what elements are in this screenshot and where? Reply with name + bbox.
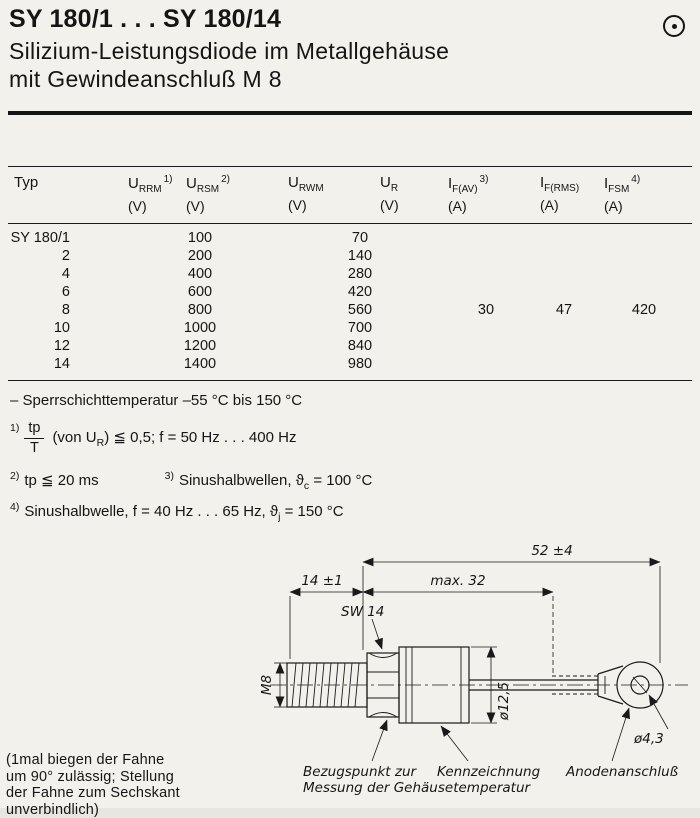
page-title: SY 180/1 . . . SY 180/14 <box>9 5 281 34</box>
dim-thread-length-label: 14 ±1 <box>301 573 342 589</box>
footnote-1-marker: 1) <box>10 422 19 434</box>
dim-overall-label: 52 ±4 <box>531 543 572 559</box>
cell-typ: 14 <box>8 355 120 381</box>
column-header-urrm: $U_{RRM}^{1)}$ (V) <box>120 167 178 224</box>
cell-typ: 2 <box>8 247 120 265</box>
cell-ifrms <box>532 283 596 301</box>
cell-ifrms <box>532 337 596 355</box>
column-header-ifav: $I_{F(AV)}^{3)}$ (A) <box>440 167 532 224</box>
cell-urrm-ursm: 600 <box>120 283 280 301</box>
cell-typ: 10 <box>8 319 120 337</box>
cell-ifsm <box>596 224 692 248</box>
bend-note-line4: unverbindlich) <box>6 802 180 818</box>
circled-dot-center <box>672 24 677 29</box>
footnote-2-3 <box>10 470 372 492</box>
column-header-typ: Typ <box>8 167 120 224</box>
cell-typ: 8 <box>8 301 120 319</box>
dim-thread-length <box>290 592 363 659</box>
column-header-urwm: $U_{RWM}$ (V) <box>280 167 372 224</box>
cell-urrm-ursm: 1000 <box>120 319 280 337</box>
column-header-ifrms: $I_{F(RMS)}$ (A) <box>532 167 596 224</box>
cell-typ: 12 <box>8 337 120 355</box>
footnote-4 <box>10 501 344 523</box>
marking-leader <box>441 726 468 761</box>
dim-max-length <box>363 592 553 673</box>
header-row <box>8 167 692 224</box>
table-row <box>8 283 692 301</box>
cell-urwm-ur: 280 <box>280 265 440 283</box>
table-row <box>8 224 692 248</box>
body-diameter-label: ø12,5 <box>496 682 512 721</box>
marking-label: Kennzeichnung <box>437 764 541 780</box>
footnote-1 <box>10 420 296 456</box>
ref-point-label-line2: Messung der Gehäusetemperatur <box>303 780 531 796</box>
column-header-ur: $U_R$ (V) <box>372 167 440 224</box>
table-row <box>8 265 692 283</box>
cell-ifav <box>440 224 532 248</box>
cell-ifrms <box>532 224 596 248</box>
cell-ifsm <box>596 355 692 381</box>
table-row <box>8 247 692 265</box>
cell-ifsm <box>596 265 692 283</box>
footnote-2-marker: 2) <box>10 470 19 482</box>
wrench-size-leader <box>372 619 382 649</box>
cell-ifsm <box>596 319 692 337</box>
cell-urrm-ursm: 400 <box>120 265 280 283</box>
cell-urwm-ur: 70 <box>280 224 440 248</box>
title-rule <box>8 111 692 115</box>
cell-ifrms <box>532 265 596 283</box>
cell-ifav <box>440 265 532 283</box>
cell-ifav: 30 <box>440 301 532 319</box>
cell-urwm-ur: 420 <box>280 283 440 301</box>
bend-note-line3: der Fahne zum Sechskant <box>6 785 180 802</box>
cell-ifsm: 420 <box>596 301 692 319</box>
footnote-4-text: Sinushalbwelle, f = 40 Hz . . . 65 Hz, $ϑ_j = 150$ °C <box>24 503 343 520</box>
cell-typ: 6 <box>8 283 120 301</box>
dim-overall-length <box>363 562 660 663</box>
subtitle-line-2: mit Gewindeanschluß M 8 <box>9 66 282 93</box>
bend-allowance-note <box>6 752 180 818</box>
cell-urrm-ursm: 100 <box>120 224 280 248</box>
cell-urwm-ur: 140 <box>280 247 440 265</box>
cell-typ: SY 180/1 <box>8 224 120 248</box>
duty-cycle-fraction: $\frac{tp}{T}$ <box>24 420 44 456</box>
bend-note-line2: um 90° zulässig; Stellung <box>6 769 180 786</box>
table-row <box>8 355 692 381</box>
table-row <box>8 319 692 337</box>
ref-point-leader <box>372 720 387 761</box>
bend-note-line1: (1mal biegen der Fahne <box>6 752 180 769</box>
cell-urrm-ursm: 1200 <box>120 337 280 355</box>
cell-ifav <box>440 337 532 355</box>
footnote-2-text: tp ≦ 20 ms <box>24 472 98 489</box>
cell-urwm-ur: 980 <box>280 355 440 381</box>
cell-urrm-ursm: 200 <box>120 247 280 265</box>
cell-typ: 4 <box>8 265 120 283</box>
footnote-3-text: Sinushalbwellen, $ϑ_c = 100$ °C <box>179 472 372 489</box>
table-row <box>8 301 692 319</box>
subtitle-line-1: Silizium-Leistungsdiode im Metallgehäuse <box>9 38 449 65</box>
table-row <box>8 337 692 355</box>
anode-leader <box>612 708 629 761</box>
ref-point-label-line1: Bezugspunkt zur <box>303 764 418 780</box>
cell-ifav <box>440 319 532 337</box>
footnote-3-marker: 3) <box>165 470 174 482</box>
cell-ifrms <box>532 247 596 265</box>
cell-urrm-ursm: 800 <box>120 301 280 319</box>
cell-ifav <box>440 355 532 381</box>
cell-ifrms <box>532 355 596 381</box>
circled-dot-icon <box>663 15 685 37</box>
junction-temperature-note: – Sperrschichttemperatur –55 °C bis 150 °C <box>10 392 302 409</box>
ratings-table <box>8 166 692 381</box>
cell-urwm-ur: 560 <box>280 301 440 319</box>
wrench-size-label: SW 14 <box>341 604 384 620</box>
cell-ifsm <box>596 247 692 265</box>
cell-ifav <box>440 247 532 265</box>
column-header-ifsm: $I_{FSM}^{4)}$ (A) <box>596 167 692 224</box>
dim-max-label: max. 32 <box>430 573 485 589</box>
footnote-1-text: (von $U_R$) ≦ 0,5; f = 50 Hz . . . 400 Hz <box>52 428 296 449</box>
cell-urwm-ur: 700 <box>280 319 440 337</box>
cell-ifsm <box>596 337 692 355</box>
cell-ifrms <box>532 319 596 337</box>
column-header-ursm: $U_{RSM}^{2)}$ (V) <box>178 167 280 224</box>
hole-diameter-label: ø4,3 <box>633 731 664 747</box>
cell-ifsm <box>596 283 692 301</box>
cell-urrm-ursm: 1400 <box>120 355 280 381</box>
footnote-4-marker: 4) <box>10 501 19 513</box>
cell-ifav <box>440 283 532 301</box>
thread-label: M8 <box>259 675 275 695</box>
cell-ifrms: 47 <box>532 301 596 319</box>
cell-urwm-ur: 840 <box>280 337 440 355</box>
anode-label: Anodenanschluß <box>565 764 678 780</box>
